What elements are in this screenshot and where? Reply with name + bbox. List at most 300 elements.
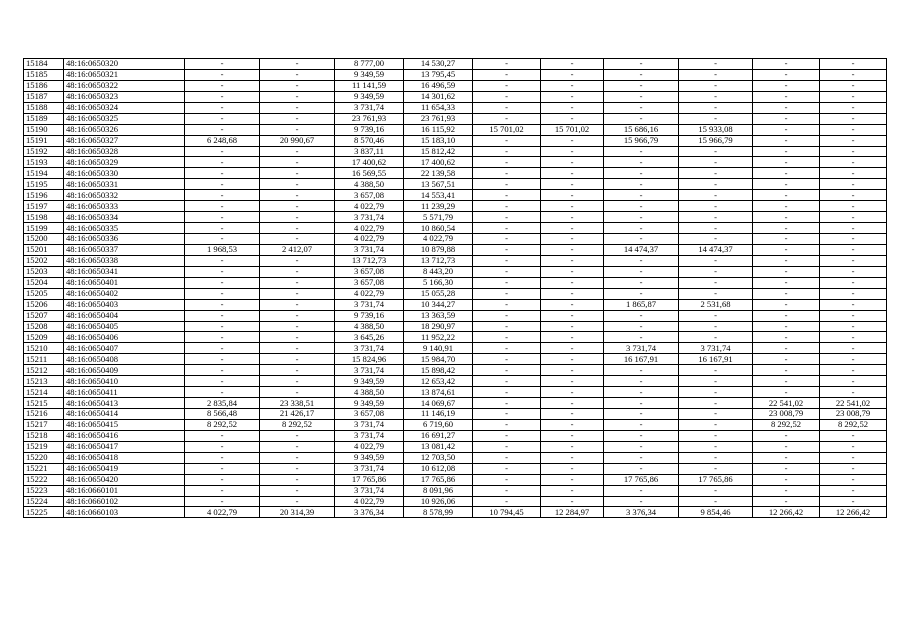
value-col-5-cell: 4 388,50 [335, 387, 404, 398]
value-col-10-cell: 3 731,74 [679, 343, 753, 354]
value-col-12-cell: - [820, 59, 887, 70]
table-row [24, 288, 887, 299]
value-col-10-cell: - [679, 332, 753, 343]
row-number-cell: 15214 [24, 387, 64, 398]
value-col-4-cell: - [260, 255, 335, 266]
value-col-3-cell: - [185, 463, 260, 474]
value-col-9-cell: - [604, 91, 679, 102]
row-number-cell: 15215 [24, 398, 64, 409]
value-col-4-cell: - [260, 430, 335, 441]
cadastral-number-cell: 48:16:0650324 [64, 102, 185, 113]
value-col-12-cell: - [820, 354, 887, 365]
cadastral-number-cell: 48:16:0650320 [64, 59, 185, 70]
value-col-8-cell: - [541, 168, 604, 179]
value-col-9-cell: - [604, 452, 679, 463]
value-col-4-cell: - [260, 102, 335, 113]
value-col-9-cell: - [604, 496, 679, 507]
table-row [24, 387, 887, 398]
value-col-10-cell: 16 167,91 [679, 354, 753, 365]
row-number-cell: 15217 [24, 419, 64, 430]
cadastral-number-cell: 48:16:0650331 [64, 179, 185, 190]
value-col-11-cell: - [753, 321, 820, 332]
value-col-8-cell: - [541, 113, 604, 124]
value-col-9-cell: - [604, 201, 679, 212]
value-col-11-cell: - [753, 463, 820, 474]
value-col-12-cell: - [820, 223, 887, 234]
value-col-12-cell: 22 541,02 [820, 398, 887, 409]
cadastral-number-cell: 48:16:0650321 [64, 69, 185, 80]
cadastral-number-cell: 48:16:0650404 [64, 310, 185, 321]
cadastral-number-cell: 48:16:0650326 [64, 124, 185, 135]
value-col-8-cell: - [541, 354, 604, 365]
value-col-9-cell: - [604, 234, 679, 245]
value-col-7-cell: - [473, 146, 541, 157]
value-col-9-cell: - [604, 255, 679, 266]
value-col-4-cell: - [260, 332, 335, 343]
value-col-11-cell: - [753, 288, 820, 299]
value-col-8-cell: 15 701,02 [541, 124, 604, 135]
table-row [24, 168, 887, 179]
value-col-9-cell: - [604, 277, 679, 288]
value-col-11-cell: - [753, 168, 820, 179]
value-col-5-cell: 3 731,74 [335, 102, 404, 113]
value-col-12-cell: 8 292,52 [820, 419, 887, 430]
value-col-7-cell: - [473, 91, 541, 102]
value-col-7-cell: - [473, 288, 541, 299]
value-col-4-cell: - [260, 321, 335, 332]
value-col-4-cell: - [260, 80, 335, 91]
value-col-3-cell: - [185, 452, 260, 463]
value-col-9-cell: - [604, 80, 679, 91]
value-col-8-cell: - [541, 398, 604, 409]
value-col-8-cell: - [541, 201, 604, 212]
value-col-10-cell: - [679, 157, 753, 168]
value-col-10-cell: - [679, 321, 753, 332]
value-col-7-cell: - [473, 113, 541, 124]
value-col-5-cell: 9 739,16 [335, 124, 404, 135]
value-col-6-cell: 10 860,54 [404, 223, 473, 234]
cadastral-number-cell: 48:16:0650328 [64, 146, 185, 157]
value-col-4-cell: - [260, 124, 335, 135]
value-col-9-cell: - [604, 157, 679, 168]
value-col-4-cell: - [260, 365, 335, 376]
value-col-11-cell: - [753, 59, 820, 70]
value-col-12-cell: - [820, 168, 887, 179]
value-col-8-cell: - [541, 310, 604, 321]
value-col-3-cell: - [185, 113, 260, 124]
cadastral-number-cell: 48:16:0660102 [64, 496, 185, 507]
value-col-8-cell: - [541, 332, 604, 343]
value-col-7-cell: - [473, 376, 541, 387]
table-row [24, 496, 887, 507]
table-row [24, 179, 887, 190]
value-col-7-cell: - [473, 365, 541, 376]
value-col-4-cell: - [260, 91, 335, 102]
value-col-3-cell: - [185, 354, 260, 365]
row-number-cell: 15207 [24, 310, 64, 321]
value-col-3-cell: - [185, 288, 260, 299]
value-col-11-cell: 8 292,52 [753, 419, 820, 430]
value-col-11-cell: - [753, 354, 820, 365]
table-row [24, 201, 887, 212]
value-col-4-cell: - [260, 113, 335, 124]
value-col-6-cell: 13 567,51 [404, 179, 473, 190]
value-col-6-cell: 14 069,67 [404, 398, 473, 409]
value-col-5-cell: 9 739,16 [335, 310, 404, 321]
cadastral-number-cell: 48:16:0650323 [64, 91, 185, 102]
value-col-12-cell: - [820, 190, 887, 201]
table-body [24, 59, 887, 518]
value-col-8-cell: - [541, 157, 604, 168]
row-number-cell: 15209 [24, 332, 64, 343]
value-col-6-cell: 14 301,62 [404, 91, 473, 102]
cadastral-number-cell: 48:16:0650334 [64, 212, 185, 223]
value-col-6-cell: 11 654,33 [404, 102, 473, 113]
value-col-9-cell: - [604, 485, 679, 496]
value-col-6-cell: 5 166,30 [404, 277, 473, 288]
table-row [24, 419, 887, 430]
value-col-5-cell: 8 570,46 [335, 135, 404, 146]
value-col-4-cell: - [260, 310, 335, 321]
row-number-cell: 15185 [24, 69, 64, 80]
value-col-10-cell: - [679, 69, 753, 80]
value-col-10-cell: - [679, 288, 753, 299]
value-col-4-cell: - [260, 354, 335, 365]
value-col-12-cell: - [820, 266, 887, 277]
value-col-4-cell: - [260, 496, 335, 507]
value-col-9-cell: 17 765,86 [604, 474, 679, 485]
value-col-4-cell: - [260, 190, 335, 201]
value-col-3-cell: - [185, 91, 260, 102]
value-col-8-cell: - [541, 179, 604, 190]
value-col-6-cell: 9 140,91 [404, 343, 473, 354]
value-col-11-cell: - [753, 277, 820, 288]
value-col-10-cell: - [679, 419, 753, 430]
value-col-8-cell: - [541, 69, 604, 80]
value-col-10-cell: - [679, 59, 753, 70]
value-col-3-cell: 2 835,84 [185, 398, 260, 409]
value-col-3-cell: - [185, 474, 260, 485]
value-col-11-cell: - [753, 496, 820, 507]
value-col-3-cell: - [185, 59, 260, 70]
value-col-9-cell: - [604, 398, 679, 409]
table-row [24, 212, 887, 223]
value-col-10-cell: - [679, 387, 753, 398]
value-col-7-cell: - [473, 419, 541, 430]
cadastral-number-cell: 48:16:0650415 [64, 419, 185, 430]
value-col-12-cell: - [820, 69, 887, 80]
value-col-9-cell: - [604, 321, 679, 332]
value-col-6-cell: 13 081,42 [404, 441, 473, 452]
value-col-5-cell: 3 837,11 [335, 146, 404, 157]
value-col-11-cell: - [753, 387, 820, 398]
value-col-5-cell: 4 022,79 [335, 288, 404, 299]
value-col-3-cell: 8 292,52 [185, 419, 260, 430]
row-number-cell: 15199 [24, 223, 64, 234]
table-row [24, 157, 887, 168]
value-col-7-cell: - [473, 157, 541, 168]
cadastral-number-cell: 48:16:0650418 [64, 452, 185, 463]
value-col-8-cell: - [541, 234, 604, 245]
value-col-11-cell: - [753, 157, 820, 168]
value-col-11-cell: 12 266,42 [753, 507, 820, 518]
value-col-3-cell: - [185, 69, 260, 80]
value-col-3-cell: 8 566,48 [185, 409, 260, 420]
value-col-3-cell: - [185, 168, 260, 179]
value-col-10-cell: - [679, 91, 753, 102]
value-col-3-cell: - [185, 124, 260, 135]
row-number-cell: 15187 [24, 91, 64, 102]
value-col-7-cell: 15 701,02 [473, 124, 541, 135]
value-col-5-cell: 3 731,74 [335, 485, 404, 496]
row-number-cell: 15200 [24, 234, 64, 245]
table-row [24, 190, 887, 201]
value-col-6-cell: 13 712,73 [404, 255, 473, 266]
table-row [24, 113, 887, 124]
value-col-12-cell: - [820, 277, 887, 288]
value-col-9-cell: - [604, 102, 679, 113]
row-number-cell: 15201 [24, 244, 64, 255]
value-col-9-cell: - [604, 409, 679, 420]
value-col-4-cell: - [260, 387, 335, 398]
row-number-cell: 15184 [24, 59, 64, 70]
value-col-6-cell: 18 290,97 [404, 321, 473, 332]
value-col-4-cell: 2 412,07 [260, 244, 335, 255]
value-col-11-cell: - [753, 441, 820, 452]
value-col-4-cell: 20 990,67 [260, 135, 335, 146]
row-number-cell: 15191 [24, 135, 64, 146]
value-col-4-cell: - [260, 343, 335, 354]
value-col-5-cell: 3 657,08 [335, 277, 404, 288]
value-col-11-cell: - [753, 113, 820, 124]
table-row [24, 376, 887, 387]
value-col-8-cell: - [541, 244, 604, 255]
value-col-8-cell: - [541, 441, 604, 452]
row-number-cell: 15193 [24, 157, 64, 168]
value-col-3-cell: - [185, 234, 260, 245]
table-row [24, 332, 887, 343]
row-number-cell: 15198 [24, 212, 64, 223]
value-col-12-cell: - [820, 452, 887, 463]
value-col-10-cell: - [679, 310, 753, 321]
value-col-8-cell: - [541, 80, 604, 91]
value-col-3-cell: - [185, 299, 260, 310]
cadastral-number-cell: 48:16:0650330 [64, 168, 185, 179]
value-col-5-cell: 4 388,50 [335, 179, 404, 190]
value-col-3-cell: - [185, 201, 260, 212]
cadastral-number-cell: 48:16:0650329 [64, 157, 185, 168]
value-col-4-cell: - [260, 463, 335, 474]
value-col-9-cell: 3 731,74 [604, 343, 679, 354]
table-row [24, 452, 887, 463]
value-col-8-cell: - [541, 299, 604, 310]
value-col-3-cell: - [185, 496, 260, 507]
row-number-cell: 15206 [24, 299, 64, 310]
value-col-3-cell: - [185, 157, 260, 168]
value-col-7-cell: - [473, 266, 541, 277]
table-row [24, 266, 887, 277]
value-col-8-cell: - [541, 419, 604, 430]
value-col-12-cell: - [820, 157, 887, 168]
value-col-6-cell: 17 400,62 [404, 157, 473, 168]
value-col-6-cell: 13 795,45 [404, 69, 473, 80]
value-col-10-cell: - [679, 485, 753, 496]
value-col-9-cell: - [604, 190, 679, 201]
value-col-11-cell: - [753, 430, 820, 441]
cadastral-number-cell: 48:16:0650411 [64, 387, 185, 398]
value-col-7-cell: - [473, 223, 541, 234]
value-col-5-cell: 3 731,74 [335, 343, 404, 354]
table-row [24, 299, 887, 310]
value-col-3-cell: - [185, 376, 260, 387]
value-col-12-cell: 12 266,42 [820, 507, 887, 518]
value-col-7-cell: - [473, 212, 541, 223]
row-number-cell: 15213 [24, 376, 64, 387]
value-col-7-cell: - [473, 485, 541, 496]
value-col-9-cell: - [604, 365, 679, 376]
value-col-4-cell: - [260, 474, 335, 485]
value-col-6-cell: 15 898,42 [404, 365, 473, 376]
value-col-6-cell: 11 952,22 [404, 332, 473, 343]
value-col-3-cell: - [185, 266, 260, 277]
value-col-10-cell: 9 854,46 [679, 507, 753, 518]
value-col-8-cell: - [541, 277, 604, 288]
value-col-8-cell: - [541, 212, 604, 223]
value-col-5-cell: 13 712,73 [335, 255, 404, 266]
value-col-6-cell: 15 183,10 [404, 135, 473, 146]
value-col-4-cell: - [260, 234, 335, 245]
value-col-4-cell: - [260, 376, 335, 387]
row-number-cell: 15216 [24, 409, 64, 420]
value-col-6-cell: 17 765,86 [404, 474, 473, 485]
value-col-4-cell: - [260, 441, 335, 452]
row-number-cell: 15204 [24, 277, 64, 288]
table-row [24, 277, 887, 288]
value-col-9-cell: - [604, 376, 679, 387]
value-col-12-cell: - [820, 310, 887, 321]
value-col-4-cell: - [260, 168, 335, 179]
value-col-8-cell: - [541, 365, 604, 376]
value-col-8-cell: - [541, 102, 604, 113]
value-col-10-cell: - [679, 398, 753, 409]
value-col-12-cell: - [820, 321, 887, 332]
value-col-4-cell: - [260, 59, 335, 70]
value-col-11-cell: - [753, 179, 820, 190]
value-col-7-cell: - [473, 190, 541, 201]
value-col-11-cell: - [753, 299, 820, 310]
value-col-3-cell: - [185, 485, 260, 496]
value-col-7-cell: - [473, 321, 541, 332]
value-col-12-cell: - [820, 201, 887, 212]
value-col-5-cell: 3 731,74 [335, 430, 404, 441]
value-col-6-cell: 6 719,60 [404, 419, 473, 430]
value-col-9-cell: - [604, 441, 679, 452]
value-col-6-cell: 13 363,59 [404, 310, 473, 321]
value-col-8-cell: - [541, 463, 604, 474]
cadastral-number-cell: 48:16:0650420 [64, 474, 185, 485]
table-row [24, 409, 887, 420]
cadastral-number-cell: 48:16:0650401 [64, 277, 185, 288]
cadastral-number-cell: 48:16:0650327 [64, 135, 185, 146]
value-col-7-cell: - [473, 474, 541, 485]
value-col-5-cell: 9 349,59 [335, 69, 404, 80]
value-col-11-cell: - [753, 332, 820, 343]
value-col-10-cell: - [679, 266, 753, 277]
value-col-9-cell: 15 686,16 [604, 124, 679, 135]
value-col-3-cell: - [185, 190, 260, 201]
value-col-7-cell: - [473, 234, 541, 245]
value-col-12-cell: - [820, 179, 887, 190]
value-col-3-cell: - [185, 277, 260, 288]
cadastral-number-cell: 48:16:0650336 [64, 234, 185, 245]
value-col-10-cell: - [679, 409, 753, 420]
value-col-5-cell: 11 141,59 [335, 80, 404, 91]
value-col-9-cell: - [604, 430, 679, 441]
value-col-7-cell: - [473, 463, 541, 474]
value-col-12-cell: - [820, 146, 887, 157]
value-col-12-cell: - [820, 441, 887, 452]
value-col-12-cell: - [820, 288, 887, 299]
value-col-12-cell: - [820, 255, 887, 266]
value-col-7-cell: - [473, 496, 541, 507]
cadastral-number-cell: 48:16:0650410 [64, 376, 185, 387]
value-col-9-cell: 14 474,37 [604, 244, 679, 255]
cadastral-number-cell: 48:16:0650409 [64, 365, 185, 376]
value-col-6-cell: 15 055,28 [404, 288, 473, 299]
row-number-cell: 15221 [24, 463, 64, 474]
value-col-11-cell: 22 541,02 [753, 398, 820, 409]
value-col-3-cell: 4 022,79 [185, 507, 260, 518]
value-col-7-cell: - [473, 430, 541, 441]
value-col-8-cell: - [541, 474, 604, 485]
cadastral-number-cell: 48:16:0650419 [64, 463, 185, 474]
value-col-8-cell: - [541, 452, 604, 463]
value-col-9-cell: - [604, 69, 679, 80]
value-col-7-cell: - [473, 299, 541, 310]
value-col-7-cell: - [473, 168, 541, 179]
table-row [24, 474, 887, 485]
value-col-12-cell: - [820, 387, 887, 398]
cadastral-number-cell: 48:16:0650335 [64, 223, 185, 234]
value-col-12-cell: - [820, 91, 887, 102]
value-col-6-cell: 11 146,19 [404, 409, 473, 420]
value-col-9-cell: - [604, 179, 679, 190]
cadastral-number-cell: 48:16:0650413 [64, 398, 185, 409]
value-col-12-cell: - [820, 343, 887, 354]
value-col-5-cell: 4 022,79 [335, 441, 404, 452]
row-number-cell: 15211 [24, 354, 64, 365]
cadastral-number-cell: 48:16:0650417 [64, 441, 185, 452]
value-col-11-cell: - [753, 135, 820, 146]
value-col-12-cell: - [820, 135, 887, 146]
value-col-7-cell: - [473, 69, 541, 80]
value-col-10-cell: - [679, 223, 753, 234]
value-col-12-cell: - [820, 376, 887, 387]
value-col-5-cell: 3 657,08 [335, 266, 404, 277]
value-col-9-cell: 16 167,91 [604, 354, 679, 365]
row-number-cell: 15225 [24, 507, 64, 518]
value-col-8-cell: - [541, 146, 604, 157]
value-col-11-cell: - [753, 452, 820, 463]
value-col-10-cell: - [679, 102, 753, 113]
value-col-12-cell: - [820, 430, 887, 441]
row-number-cell: 15218 [24, 430, 64, 441]
value-col-11-cell: - [753, 223, 820, 234]
value-col-9-cell: - [604, 387, 679, 398]
value-col-8-cell: - [541, 190, 604, 201]
cadastral-number-cell: 48:16:0650416 [64, 430, 185, 441]
row-number-cell: 15190 [24, 124, 64, 135]
